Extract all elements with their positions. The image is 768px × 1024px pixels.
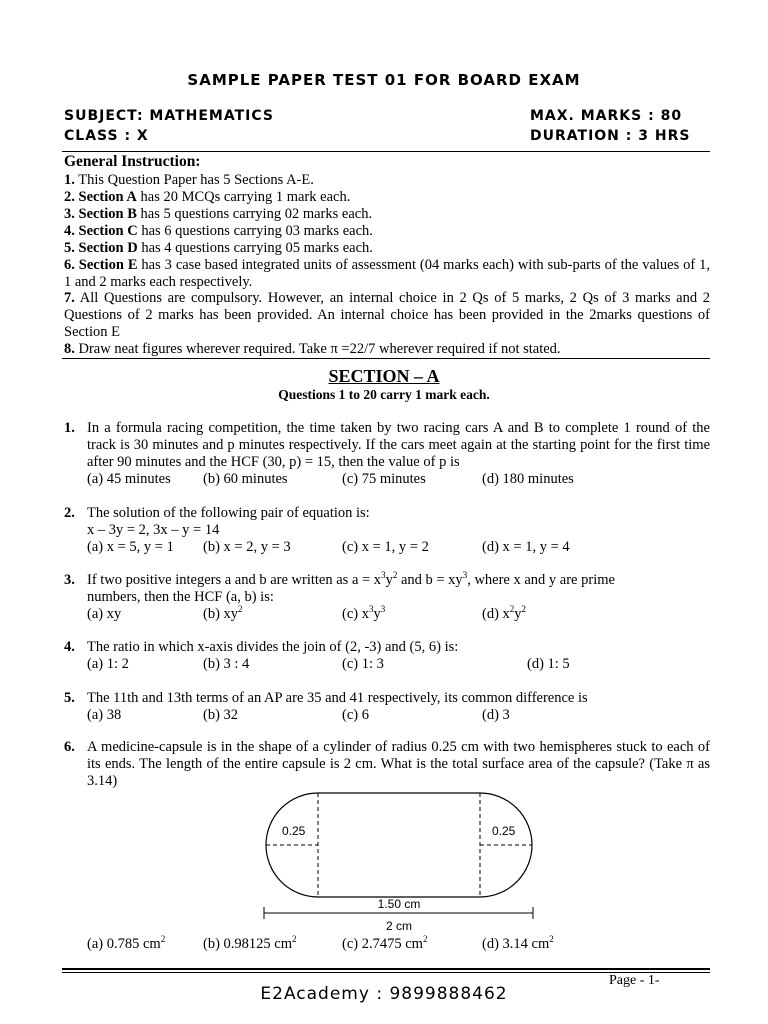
max-marks-label: MAX. MARKS : 80 bbox=[530, 108, 683, 124]
question-text: The ratio in which x-axis divides the join of (2, -3) and (5, 6) is: bbox=[87, 639, 459, 655]
instruction-item: 8. Draw neat figures wherever required. Take π =22/7 wherever required if not stated. bbox=[64, 341, 561, 357]
option-a: (a) 0.785 $cm^2$ bbox=[87, 934, 166, 952]
instructions-heading: General Instruction: bbox=[64, 153, 201, 170]
question-number: 2. bbox=[64, 505, 75, 521]
option-b: (b) 0.98125 $cm^2$ bbox=[203, 934, 297, 952]
question-text: In a formula racing competition, the time taken by two racing cars A and B to complete 1 round of the track is 30 minutes and p minutes respectively. If the cars meet again at the starting point for the first time after 90 minutes and the HCF (30, p) = 15, then the value of p is bbox=[87, 420, 710, 470]
paper-title: SAMPLE PAPER TEST 01 FOR BOARD EXAM bbox=[187, 71, 581, 89]
class-label: CLASS : X bbox=[64, 128, 149, 144]
option-b: (b) $xy^2$ bbox=[203, 604, 243, 622]
question-text: A medicine-capsule is in the shape of a cylinder of radius 0.25 cm with two hemispheres stuck to each of its ends. The length of the entire capsule is 2 cm. What is the total surface area of the capsule? (Take π as 3.14) bbox=[87, 739, 710, 789]
duration-label: DURATION : 3 HRS bbox=[530, 128, 691, 144]
instruction-item: 3. Section B has 5 questions carrying 02 marks each. bbox=[64, 206, 373, 222]
total-length-label: 2 cm bbox=[385, 919, 413, 933]
instruction-item: 7. All Questions are compulsory. However, an internal choice in 2 Qs of 5 marks, 2 Qs of 3 marks and 2 Questions of 2 marks has been provided. An internal choice has been provided in the 2marks questions of Section E bbox=[64, 290, 711, 340]
instructions-divider bbox=[62, 358, 710, 359]
instruction-item: 4. Section C has 6 questions carrying 03 marks each. bbox=[64, 223, 373, 239]
instruction-item: 6. Section E has 3 case based integrated units of assessment (04 marks each) with sub-parts of the values of 1, 1 and 2 marks each respectively. bbox=[64, 257, 711, 290]
option-c: (c) 2.7475 $cm^2$ bbox=[342, 934, 428, 952]
option-d: (d) 3.14 $cm^2$ bbox=[482, 934, 554, 952]
instruction-item: 5. Section D has 4 questions carrying 05 marks each. bbox=[64, 240, 373, 256]
instruction-item: 2. Section A has 20 MCQs carrying 1 mark each. bbox=[64, 189, 351, 205]
instruction-item: 1. This Question Paper has 5 Sections A-E. bbox=[64, 172, 314, 188]
option-a: (a) x = 5, y = 1 bbox=[87, 539, 174, 555]
option-c: (c) $x^3y^3$ bbox=[342, 604, 386, 622]
question-text: If two positive integers a and b are written as $a = x^3y^2$ and $b = xy^3$, where x and y are prime bbox=[87, 570, 615, 588]
left-radius-label: 0.25 bbox=[282, 824, 306, 838]
question-number: 1. bbox=[64, 420, 75, 436]
option-a: (a) 1: 2 bbox=[87, 656, 129, 672]
option-b: (b) 32 bbox=[203, 707, 239, 723]
option-c: (c) 75 minutes bbox=[342, 471, 426, 487]
option-a: (a) 45 minutes bbox=[87, 471, 171, 487]
page-number: Page - 1- bbox=[609, 973, 660, 988]
header-divider bbox=[62, 151, 710, 152]
question-text: The 11th and 13th terms of an AP are 35 and 41 respectively, its common difference is bbox=[87, 690, 588, 706]
option-d: (d) $x^2y^2$ bbox=[482, 604, 527, 622]
option-d: (d) x = 1, y = 4 bbox=[482, 539, 570, 555]
capsule-figure bbox=[250, 784, 550, 934]
option-d: (d) 180 minutes bbox=[482, 471, 574, 487]
option-c: (c) x = 1, y = 2 bbox=[342, 539, 429, 555]
capsule-outline bbox=[266, 793, 532, 897]
question-number: 6. bbox=[64, 739, 75, 755]
question-number: 3. bbox=[64, 572, 75, 588]
section-subtitle: Questions 1 to 20 carry 1 mark each. bbox=[278, 387, 490, 402]
option-a: (a) xy bbox=[87, 606, 122, 622]
footer-divider-top bbox=[62, 968, 710, 970]
option-c: (c) 6 bbox=[342, 707, 369, 723]
option-d: (d) 1: 5 bbox=[527, 656, 570, 672]
option-b: (b) 3 : 4 bbox=[203, 656, 250, 672]
footer-brand: E2Academy : 9899888462 bbox=[260, 984, 508, 1004]
equation: x – 3y = 2, 3x – y = 14 bbox=[87, 522, 220, 538]
question-text-line2: numbers, then the HCF (a, b) is: bbox=[87, 589, 274, 605]
option-a: (a) 38 bbox=[87, 707, 122, 723]
question-number: 5. bbox=[64, 690, 75, 706]
option-b: (b) 60 minutes bbox=[203, 471, 288, 487]
option-b: (b) x = 2, y = 3 bbox=[203, 539, 291, 555]
question-text: The solution of the following pair of equation is: bbox=[87, 505, 370, 521]
section-title: SECTION – A bbox=[328, 366, 440, 386]
option-c: (c) 1: 3 bbox=[342, 656, 384, 672]
cylinder-length-label: 1.50 cm bbox=[377, 897, 421, 911]
question-number: 4. bbox=[64, 639, 75, 655]
option-d: (d) 3 bbox=[482, 707, 510, 723]
subject-label: SUBJECT: MATHEMATICS bbox=[64, 108, 274, 124]
right-radius-label: 0.25 bbox=[492, 824, 516, 838]
